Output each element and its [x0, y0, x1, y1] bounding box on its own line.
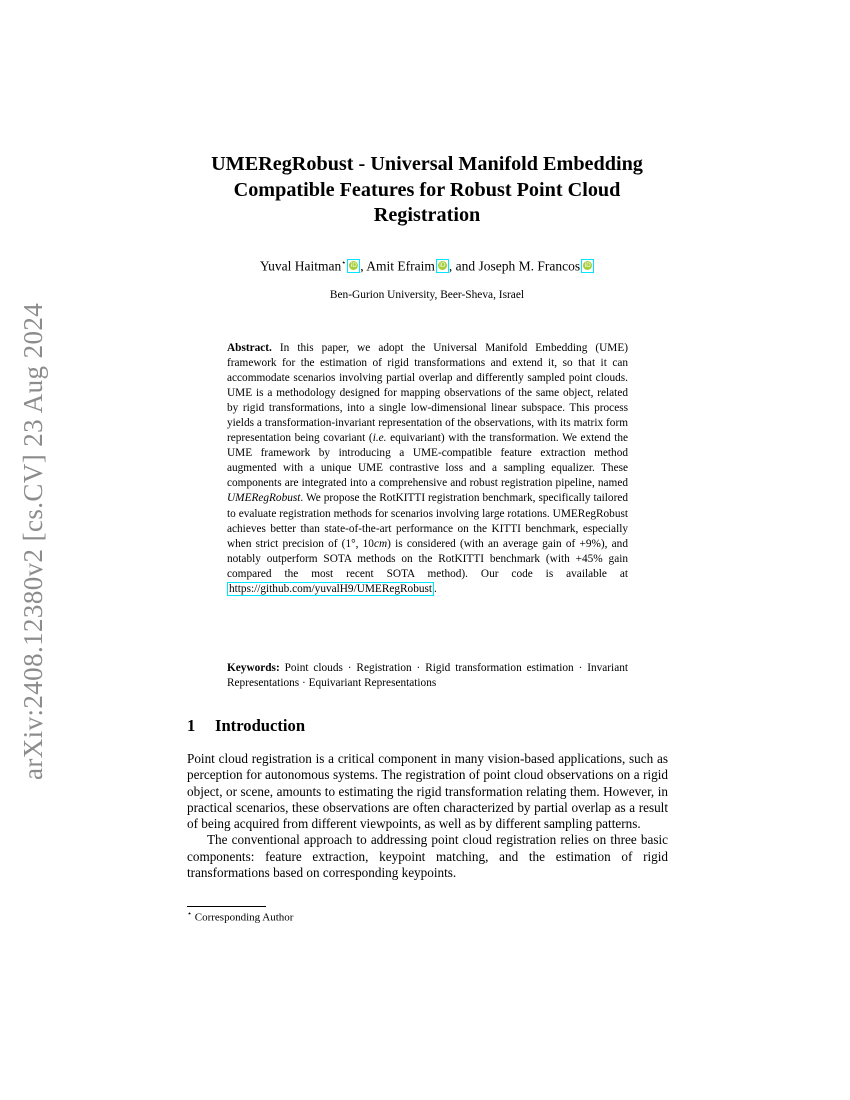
- keywords-label: Keywords:: [227, 662, 280, 674]
- affiliation: Ben-Gurion University, Beer-Sheva, Israel: [329, 289, 525, 301]
- author-haitman: Yuval Haitman: [259, 258, 342, 274]
- unit-cm: cm: [373, 537, 388, 550]
- abstract-text: equivariant) with the transformation. We extend the UME framework by introducing a UME-compatible feature extraction method augmented with a unique UME contrastive loss and a sampling equalizer. These components are integrated into a comprehensive and robust registration pipeline, named: [227, 432, 628, 490]
- github-link[interactable]: https://github.com/yuvalH9/UMERegRobust: [229, 582, 433, 595]
- author-list: [186, 258, 668, 275]
- abstract-text: ) is considered (with an average gain of +9%), and notably outperform SOTA methods on the RotKITTI benchmark (with +45% gain compared the most recent SOTA method). Our code is available at: [227, 537, 628, 580]
- author-separator: , and: [448, 258, 479, 274]
- abstract: [227, 341, 628, 597]
- orcid-icon[interactable]: iD: [347, 259, 360, 273]
- keywords: [227, 661, 628, 691]
- abstract-label: Abstract.: [227, 342, 272, 354]
- footnote-text: Corresponding Author: [194, 911, 294, 924]
- abstract-text: . We propose the RotKITTI registration benchmark, specifically tailored to evaluate registration methods for scenarios involving large rotations. UMERegRobust achieves better than state-of-the-art performance on the KITTI benchmark, especially when strict precision of (1°, 10: [227, 492, 628, 550]
- abstract-text: In this paper, we adopt the Universal Manifold Embedding (UME) framework for the estimation of rigid transformations and extend it, so that it can accommodate scenarios involving partial overlap and differently sampled point clouds. UME is a methodology designed for mapping observations of the same object, related by rigid transformations, into a single low-dimensional linear subspace. This process yields a transformation-invariant representation of the observations, with its matrix form representation being covariant (: [227, 342, 629, 445]
- author-separator: ,: [360, 258, 367, 274]
- footnote-mark: ⋆: [187, 909, 193, 918]
- orcid-icon[interactable]: iD: [581, 259, 594, 273]
- orcid-icon[interactable]: iD: [436, 259, 449, 273]
- section-number: 1: [187, 716, 196, 735]
- section-title: Introduction: [215, 716, 306, 735]
- paragraph: The conventional approach to addressing point cloud registration relies on three basic components: feature extraction, keypoint matching, and the estimation of rigid transformations based on corresponding keypoints.: [187, 832, 668, 881]
- corresponding-mark: ⋆: [341, 258, 347, 267]
- footnote: [187, 909, 293, 924]
- author-efraim: Amit Efraim: [366, 258, 435, 274]
- keywords-text: Point clouds · Registration · Rigid transformation estimation · Invariant Representations · Equivariant Representations: [227, 662, 629, 690]
- paper-title: UMERegRobust - Universal Manifold Embedding Compatible Features for Robust Point Cloud Registration: [211, 153, 643, 226]
- introduction-body: [187, 751, 668, 881]
- footnote-rule: [187, 906, 266, 907]
- section-heading-introduction: [187, 716, 305, 736]
- abstract-end: .: [434, 582, 437, 595]
- method-name: UMERegRobust: [227, 492, 301, 505]
- arxiv-identifier-stamp: arXiv:2408.12380v2 [cs.CV] 23 Aug 2024: [18, 302, 48, 780]
- author-francos: Joseph M. Francos: [478, 258, 581, 274]
- abstract-ie: i.e.: [372, 432, 387, 445]
- paragraph: Point cloud registration is a critical component in many vision-based applications, such as perception for autonomous systems. The registration of point cloud observations on a rigid object, or scene, amounts to estimating the rigid transformation relating them. However, in practical scenarios, these observations are often characterized by partial overlap as a result of being acquired from different viewpoints, as well as by different sampling patterns.: [187, 751, 668, 832]
